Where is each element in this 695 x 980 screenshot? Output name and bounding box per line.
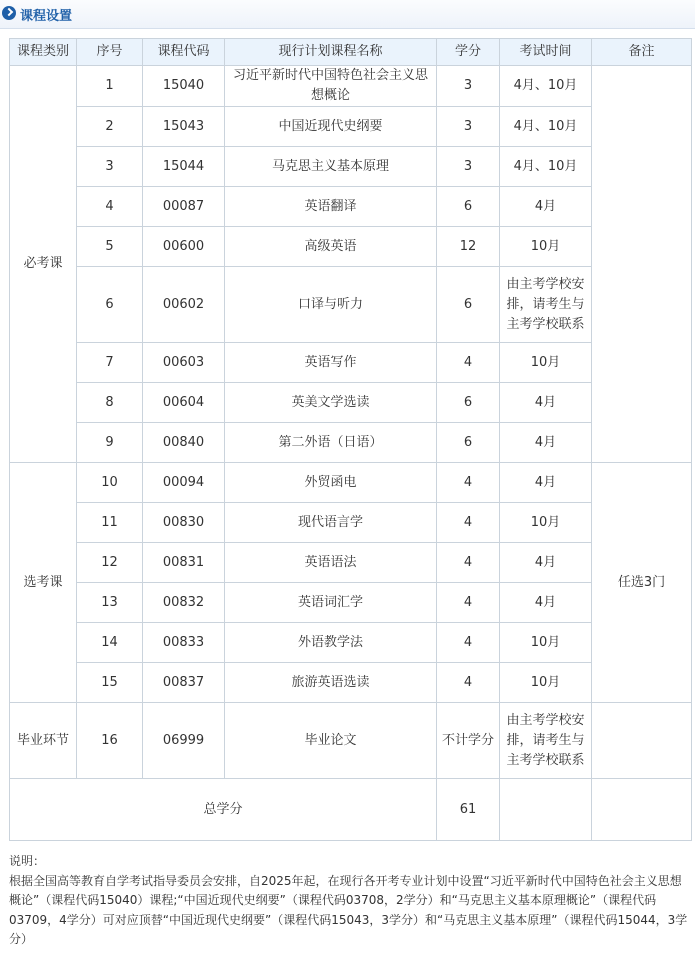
credit-cell: 12	[437, 227, 500, 267]
code-cell: 00604	[143, 383, 225, 423]
note-cell: 任选3门	[592, 463, 692, 703]
table-row	[10, 463, 692, 503]
exam-time-cell: 10月	[500, 227, 592, 267]
number-cell: 1	[77, 66, 143, 107]
number-cell: 11	[77, 503, 143, 543]
course-name-cell: 英美文学选读	[225, 383, 437, 423]
table-row	[10, 267, 692, 343]
section-title: 课程设置	[20, 9, 73, 24]
column-header: 备注	[592, 39, 692, 66]
code-cell: 00087	[143, 187, 225, 227]
number-cell: 9	[77, 423, 143, 463]
total-value: 61	[437, 779, 500, 841]
course-name-cell: 口译与听力	[225, 267, 437, 343]
number-cell: 10	[77, 463, 143, 503]
column-header: 现行计划课程名称	[225, 39, 437, 66]
course-name-cell: 英语翻译	[225, 187, 437, 227]
exam-time-cell: 10月	[500, 503, 592, 543]
table-row	[10, 543, 692, 583]
code-cell: 15040	[143, 66, 225, 107]
table-row	[10, 583, 692, 623]
chevron-right-circle-icon	[2, 6, 16, 20]
exam-time-cell: 4月、10月	[500, 66, 592, 107]
total-label: 总学分	[10, 779, 437, 841]
credit-cell: 不计学分	[437, 703, 500, 779]
credit-cell: 4	[437, 663, 500, 703]
code-cell: 00837	[143, 663, 225, 703]
exam-time-cell: 由主考学校安排，请考生与主考学校联系	[500, 267, 592, 343]
table-row	[10, 423, 692, 463]
table-row	[10, 383, 692, 423]
table-row	[10, 187, 692, 227]
number-cell: 4	[77, 187, 143, 227]
number-cell: 14	[77, 623, 143, 663]
number-cell: 2	[77, 107, 143, 147]
table-row	[10, 503, 692, 543]
number-cell: 3	[77, 147, 143, 187]
number-cell: 12	[77, 543, 143, 583]
note-cell	[592, 703, 692, 779]
credit-cell: 6	[437, 423, 500, 463]
code-cell: 00831	[143, 543, 225, 583]
code-cell: 00840	[143, 423, 225, 463]
credit-cell: 4	[437, 343, 500, 383]
exam-time-cell: 4月、10月	[500, 147, 592, 187]
column-header: 序号	[77, 39, 143, 66]
table-row	[10, 147, 692, 187]
category-cell: 选考课	[10, 463, 77, 703]
category-cell: 必考课	[10, 66, 77, 463]
notes-text: 根据全国高等教育自学考试指导委员会安排，自2025年起，在现行各开考专业计划中设置“习近平新时代中国特色社会主义思想概论”（课程代码15040）课程;“中国近现代史纲要”（课程代码03708，2学分）和“马克思主义基本原理概论”（课程代码03709，4学分）可对应顶替“中国近现代史纲要”（课程代码15043，3学分）和“马克思主义基本原理”（课程代码15044，3学分）	[9, 873, 688, 946]
exam-time-cell: 4月	[500, 383, 592, 423]
notes-section	[9, 852, 691, 950]
notes-heading: 说明：	[9, 854, 46, 868]
course-name-cell: 第二外语（日语）	[225, 423, 437, 463]
section-header	[0, 0, 695, 29]
exam-time-cell: 10月	[500, 623, 592, 663]
course-name-cell: 现代语言学	[225, 503, 437, 543]
course-table	[9, 38, 692, 841]
table-row	[10, 107, 692, 147]
column-header: 课程代码	[143, 39, 225, 66]
exam-time-cell: 4月	[500, 423, 592, 463]
note-cell	[592, 66, 692, 463]
code-cell: 00600	[143, 227, 225, 267]
course-name-cell: 外贸函电	[225, 463, 437, 503]
credit-cell: 6	[437, 267, 500, 343]
number-cell: 7	[77, 343, 143, 383]
table-row	[10, 703, 692, 779]
code-cell: 00833	[143, 623, 225, 663]
course-name-cell: 毕业论文	[225, 703, 437, 779]
code-cell: 00094	[143, 463, 225, 503]
credit-cell: 4	[437, 503, 500, 543]
exam-time-cell: 10月	[500, 343, 592, 383]
course-name-cell: 旅游英语选读	[225, 663, 437, 703]
course-name-cell: 习近平新时代中国特色社会主义思想概论	[225, 66, 437, 107]
course-name-cell: 英语词汇学	[225, 583, 437, 623]
code-cell: 00603	[143, 343, 225, 383]
column-header: 课程类别	[10, 39, 77, 66]
total-row	[10, 779, 692, 841]
course-name-cell: 外语教学法	[225, 623, 437, 663]
credit-cell: 6	[437, 187, 500, 227]
table-row	[10, 343, 692, 383]
code-cell: 00830	[143, 503, 225, 543]
exam-time-cell: 4月	[500, 463, 592, 503]
credit-cell: 4	[437, 623, 500, 663]
course-name-cell: 英语写作	[225, 343, 437, 383]
column-header: 学分	[437, 39, 500, 66]
number-cell: 6	[77, 267, 143, 343]
code-cell: 15044	[143, 147, 225, 187]
code-cell: 00602	[143, 267, 225, 343]
exam-time-cell: 4月	[500, 543, 592, 583]
course-name-cell: 高级英语	[225, 227, 437, 267]
exam-time-cell: 4月、10月	[500, 107, 592, 147]
number-cell: 13	[77, 583, 143, 623]
credit-cell: 4	[437, 543, 500, 583]
table-row	[10, 663, 692, 703]
table-row	[10, 623, 692, 663]
number-cell: 15	[77, 663, 143, 703]
course-name-cell: 英语语法	[225, 543, 437, 583]
course-name-cell: 中国近现代史纲要	[225, 107, 437, 147]
credit-cell: 4	[437, 463, 500, 503]
empty-cell	[500, 779, 592, 841]
exam-time-cell: 4月	[500, 583, 592, 623]
course-name-cell: 马克思主义基本原理	[225, 147, 437, 187]
credit-cell: 3	[437, 107, 500, 147]
table-row	[10, 227, 692, 267]
exam-time-cell: 4月	[500, 187, 592, 227]
credit-cell: 4	[437, 583, 500, 623]
credit-cell: 3	[437, 147, 500, 187]
credit-cell: 3	[437, 66, 500, 107]
number-cell: 8	[77, 383, 143, 423]
number-cell: 5	[77, 227, 143, 267]
code-cell: 00832	[143, 583, 225, 623]
code-cell: 15043	[143, 107, 225, 147]
empty-cell	[592, 779, 692, 841]
exam-time-cell: 由主考学校安排，请考生与主考学校联系	[500, 703, 592, 779]
column-header: 考试时间	[500, 39, 592, 66]
credit-cell: 6	[437, 383, 500, 423]
table-row	[10, 66, 692, 107]
exam-time-cell: 10月	[500, 663, 592, 703]
table-header-row	[10, 39, 692, 66]
category-cell: 毕业环节	[10, 703, 77, 779]
number-cell: 16	[77, 703, 143, 779]
code-cell: 06999	[143, 703, 225, 779]
